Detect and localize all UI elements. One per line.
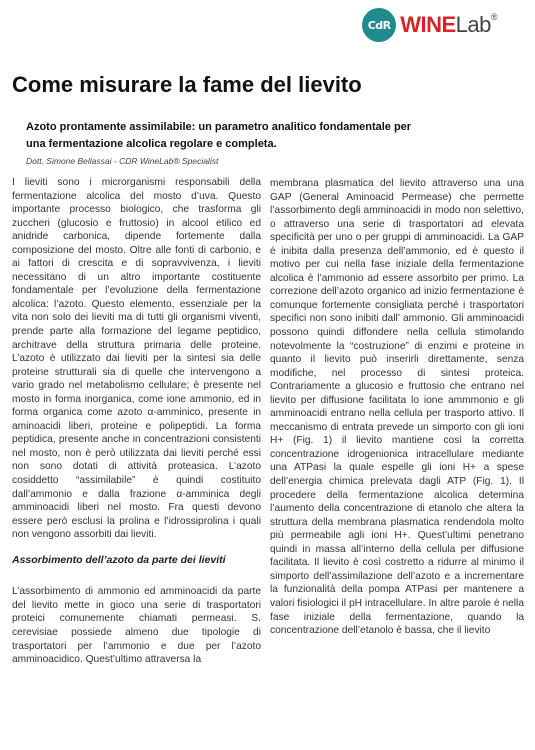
brand-lab: Lab <box>455 12 491 37</box>
section-heading: Assorbimento dell’azoto da parte dei lieviti <box>12 553 226 566</box>
article-title: Come misurare la fame del lievito <box>12 72 362 97</box>
left-column <box>12 176 261 667</box>
cdr-logo-icon: CdR <box>362 8 396 42</box>
brand-name <box>400 12 497 38</box>
article-author: Dott. Simone Bellassai - CDR WineLab® Specialist <box>26 156 219 166</box>
winelab-logo <box>362 8 497 42</box>
right-column <box>270 177 524 638</box>
brand-wine: WINE <box>400 12 456 37</box>
article-subtitle: Azoto prontamente assimilabile: un parametro analitico fondamentale per una fermentazione alcolica regolare e completa. <box>26 121 412 150</box>
left-paragraph-1: I lieviti sono i microrganismi responsabili della fermentazione alcolica del mosto d’uva. Questo importante processo biologico, che trasforma gli zuccheri (glucosio e fruttosio) in alcool etilico ed anidride carbonica, dipende fortemente dalla composizione del mosto. Oltre alle fonti di carbonio, e ai fattori di crescita e di sopravvivenza, i lieviti necessitano di un altro importante costituente fondamentale per l’evoluzione della fermentazione alcolica: l’azoto. Questo elemento, essenziale per la vita non solo dei lieviti ma di tutti gli organismi viventi, prende parte alla formazione del legame peptidico, architrave della struttura primaria delle proteine. L’azoto è utilizzato dai lieviti per la sintesi sia delle proteine strutturali sia di quelle che intervengono a vario grado nel metabolismo cellulare; è presente nel mosto in forma inorganica, come ione ammonio, ed in forma organica come azoto α-amminico, presente in aminoacidi liberi, proteine e polipeptidi. La forma peptidica, presente anche in concentrazioni consistenti nel mosto, non è però utilizzata dai lieviti perché essi non sono dotati di attività proteasica. L’azoto cosiddetto “assimilabile” è quindi costituito dall’ammonio e dalla frazione α-amminica degli amminoacidi liberi nel mosto. Fra questi devono essere però esclusi la prolina e l’idrossiprolina i quali non vengono assorbiti dai lieviti. <box>12 177 261 541</box>
left-paragraph-2: L’assorbimento di ammonio ed amminoacidi da parte del lievito mette in gioco una serie di trasportatori proteici comunemente chiamati permeasi. S. cerevisiae possiede almeno due tipologie di trasportatori per l’ammonio e due per l’azoto amminoacidico. Quest’ultimo attraversa la <box>12 586 261 666</box>
right-paragraph-1: membrana plasmatica del lievito attraverso una una GAP (General Aminoacid Permease) che permette l’assorbimento degli amminoacidi in modo non selettivo, o attraverso una serie di trasportatori ad elevata specificità per uno o per gruppi di amminoacidi. La GAP è inibita dalla presenza dell’ammonio, ed è questo il motivo per cui nella fase iniziale della fermentazione alcolica è l’ammonio ad essere assorbito per primo. La correzione dell’azoto organico ad inizio fermentazione è comunque fortemente consigliata perché i trasportatori specifici non sono inibiti dall’ ammonio. Gli amminoacidi possono quindi diffondere nella cellula stimolando notevolmente la “costruzione” di enzimi e proteine in quanto il lievito può inserirli direttamente, senza modifiche, nel processo di sintesi proteica. Contrariamente a glucosio e fruttosio che entrano nel lievito per diffusione facilitata lo ione ammmonio e gli amminoacidi entrano nella cellula per trasporto attivo. Il meccanismo di entrata prevede un simporto con gli ioni H+ (Fig. 1) il lievito mantiene così la corretta concentrazione idrogenionica intracellulare mediante una ATPasi la quale espelle gli ioni H+ a spese dell’energia chimica prelevata dagli ATP (Fig. 1). Il procedere della fermentazione alcolica determina l’aumento della concentrazione di etanolo che altera la struttura della membrana plasmatica rendendola molto più permeabile agli ioni H+. Quest’ultimi penetrano quindi in massa all’interno della cellula per diffusione facilitata. Il lievito è così costretto a ridurre al minimo il simporto dell’assimilazione dell’azoto e a incrementare la funzionalità della pompa ATPasi per mantenere a valori fisiologici il pH intracellulare. In altre parole è nella fase iniziale della fermentazione, quando la concentrazione dell’etanolo è bassa, che il lievito <box>270 178 524 637</box>
registered-mark: ® <box>490 12 497 22</box>
